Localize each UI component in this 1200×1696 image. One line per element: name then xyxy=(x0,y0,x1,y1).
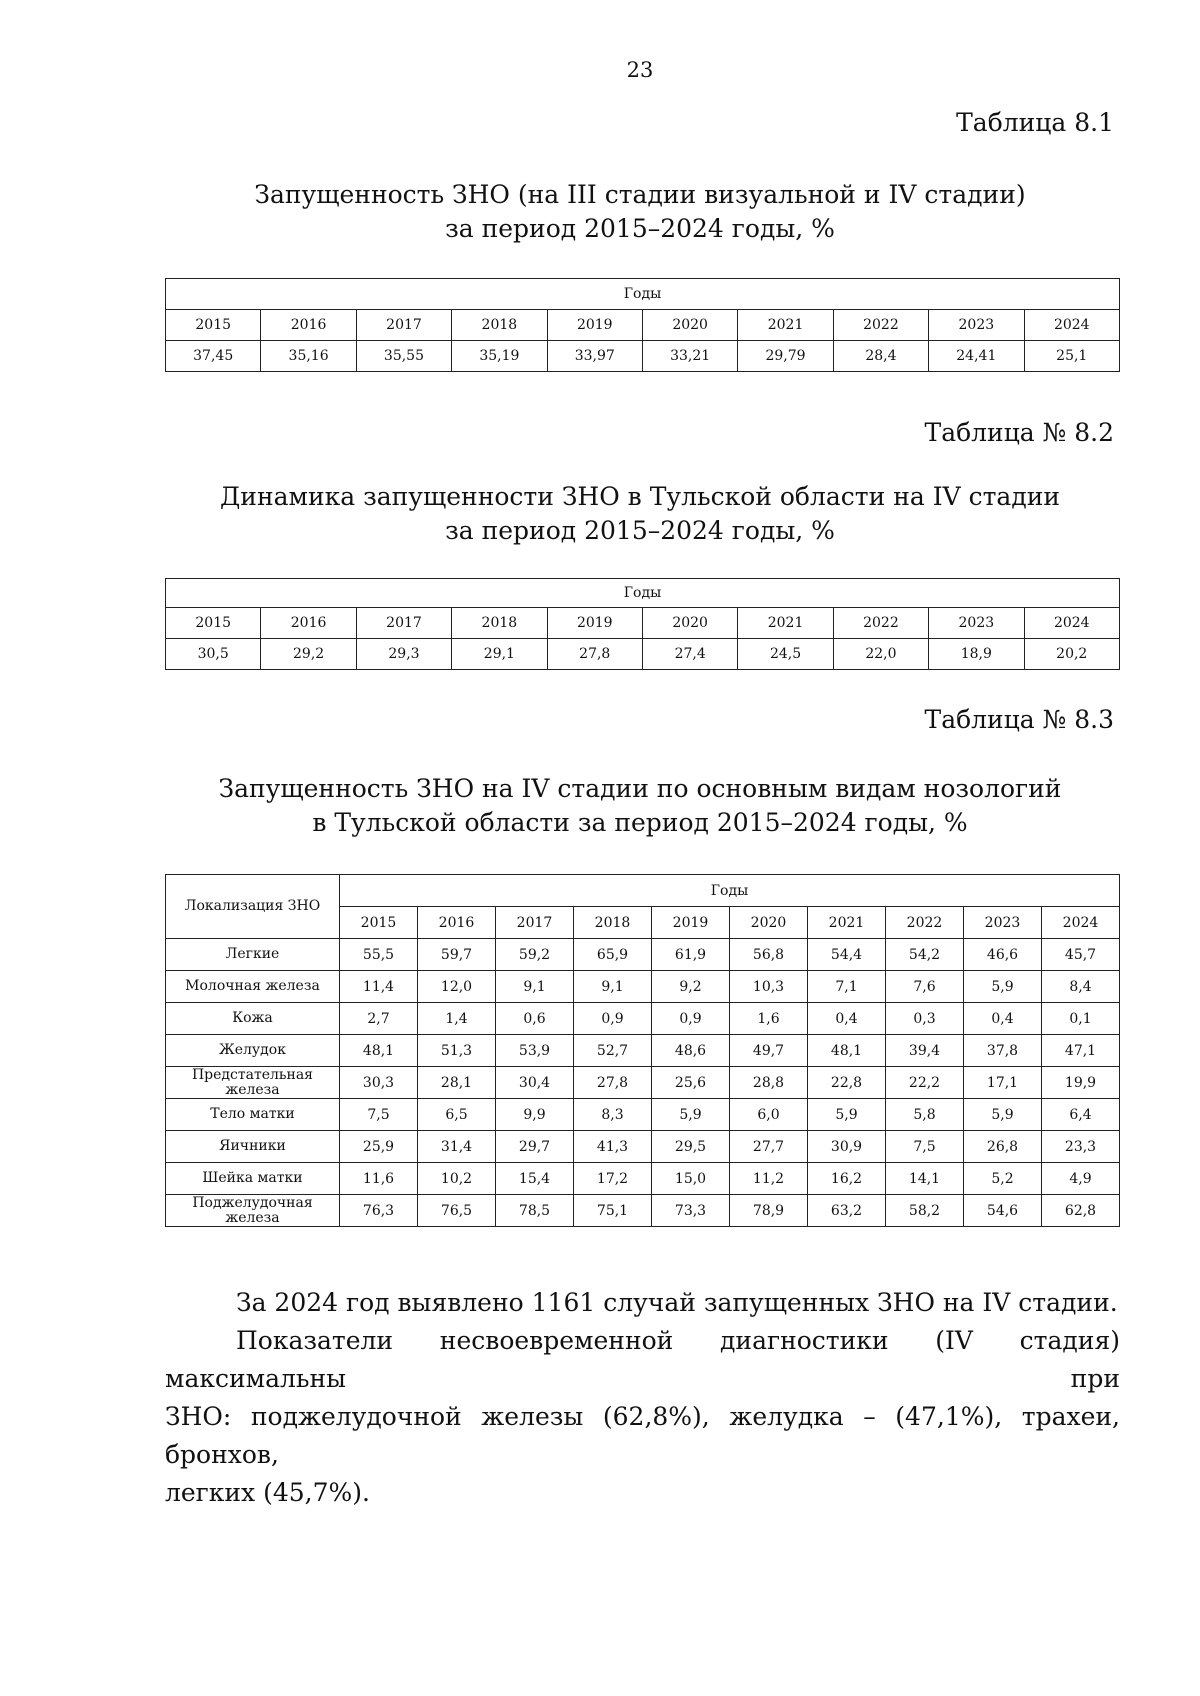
table3-value-cell: 25,9 xyxy=(340,1131,418,1163)
table3-value-cell: 5,9 xyxy=(964,971,1042,1003)
table3-value-cell: 17,2 xyxy=(574,1163,652,1195)
table3-value-cell: 37,8 xyxy=(964,1035,1042,1067)
table-row xyxy=(166,1195,1120,1227)
table2-value-cell: 29,3 xyxy=(356,639,451,670)
table-row xyxy=(166,1099,1120,1131)
table1 xyxy=(165,278,1120,372)
table3-value-cell: 23,3 xyxy=(1042,1131,1120,1163)
table3-value-cell: 8,4 xyxy=(1042,971,1120,1003)
table3-value-cell: 75,1 xyxy=(574,1195,652,1227)
table3-value-cell: 15,0 xyxy=(652,1163,730,1195)
table3-value-cell: 41,3 xyxy=(574,1131,652,1163)
table3-value-cell: 7,5 xyxy=(340,1099,418,1131)
table3-year-cell: 2022 xyxy=(886,907,964,939)
table2-year-cell: 2022 xyxy=(833,608,928,639)
paragraph-indicators-line1: Показатели несвоевременной диагностики (IV стадия) максимальны при xyxy=(165,1326,1120,1393)
table3-value-cell: 39,4 xyxy=(886,1035,964,1067)
table3-value-cell: 54,2 xyxy=(886,939,964,971)
table1-value-cell: 28,4 xyxy=(833,341,928,372)
table3-value-cell: 48,6 xyxy=(652,1035,730,1067)
table3-value-cell: 8,3 xyxy=(574,1099,652,1131)
table1-year-cell: 2020 xyxy=(642,310,737,341)
table3-value-cell: 9,1 xyxy=(496,971,574,1003)
table1-value-cell: 33,97 xyxy=(547,341,642,372)
table2-year-cell: 2015 xyxy=(166,608,261,639)
table3-year-cell: 2018 xyxy=(574,907,652,939)
table3-value-cell: 30,4 xyxy=(496,1067,574,1099)
table3-years-header: Годы xyxy=(340,875,1120,907)
table3-localization-cell: Кожа xyxy=(166,1003,340,1035)
table2-year-cell: 2023 xyxy=(929,608,1024,639)
table3-value-cell: 5,9 xyxy=(652,1099,730,1131)
table1-year-cell: 2017 xyxy=(356,310,451,341)
table-row xyxy=(166,1131,1120,1163)
table3-localization-cell: Желудок xyxy=(166,1035,340,1067)
table3-year-cell: 2019 xyxy=(652,907,730,939)
table2-value-cell: 29,1 xyxy=(452,639,547,670)
table3-value-cell: 0,9 xyxy=(652,1003,730,1035)
table3-label: Таблица № 8.3 xyxy=(924,705,1114,734)
table2-title: Динамика запущенности ЗНО в Тульской области на IV стадии за период 2015–2024 годы, % xyxy=(219,482,1061,545)
table3-value-cell: 49,7 xyxy=(730,1035,808,1067)
table3-value-cell: 26,8 xyxy=(964,1131,1042,1163)
paragraph-indicators-line2: ЗНО: поджелудочной железы (62,8%), желудка – (47,1%), трахеи, бронхов, xyxy=(165,1402,1120,1469)
table3-value-cell: 17,1 xyxy=(964,1067,1042,1099)
table1-value-cell: 29,79 xyxy=(738,341,833,372)
table3 xyxy=(165,874,1120,1227)
table3-value-cell: 6,4 xyxy=(1042,1099,1120,1131)
table1-value-cell: 37,45 xyxy=(166,341,261,372)
page-number: 23 xyxy=(626,58,654,82)
table3-value-cell: 46,6 xyxy=(964,939,1042,971)
table2-year-cell: 2021 xyxy=(738,608,833,639)
table3-body xyxy=(166,939,1120,1227)
table2-values-row xyxy=(166,639,1120,670)
table3-value-cell: 1,4 xyxy=(418,1003,496,1035)
table3-value-cell: 19,9 xyxy=(1042,1067,1120,1099)
table1-label: Таблица 8.1 xyxy=(956,108,1114,137)
table3-value-cell: 0,6 xyxy=(496,1003,574,1035)
table2-value-cell: 29,2 xyxy=(261,639,356,670)
table3-value-cell: 0,9 xyxy=(574,1003,652,1035)
table-row xyxy=(166,1067,1120,1099)
table1-years-header: Годы xyxy=(166,279,1120,310)
table3-value-cell: 12,0 xyxy=(418,971,496,1003)
table3-value-cell: 9,1 xyxy=(574,971,652,1003)
table3-value-cell: 11,2 xyxy=(730,1163,808,1195)
table3-value-cell: 0,3 xyxy=(886,1003,964,1035)
table3-value-cell: 4,9 xyxy=(1042,1163,1120,1195)
table2-value-cell: 20,2 xyxy=(1024,639,1119,670)
table3-value-cell: 14,1 xyxy=(886,1163,964,1195)
table3-value-cell: 16,2 xyxy=(808,1163,886,1195)
table1-year-cell: 2022 xyxy=(833,310,928,341)
table1-title: Запущенность ЗНО (на III стадии визуальной и IV стадии) за период 2015–2024 годы, % xyxy=(254,180,1026,243)
table3-year-cell: 2017 xyxy=(496,907,574,939)
table3-value-cell: 7,6 xyxy=(886,971,964,1003)
table1-year-cell: 2018 xyxy=(452,310,547,341)
table3-value-cell: 55,5 xyxy=(340,939,418,971)
table3-value-cell: 29,5 xyxy=(652,1131,730,1163)
table2-year-cell: 2017 xyxy=(356,608,451,639)
table1-year-cell: 2023 xyxy=(929,310,1024,341)
table1-year-cell: 2019 xyxy=(547,310,642,341)
table3-value-cell: 9,9 xyxy=(496,1099,574,1131)
table3-value-cell: 25,6 xyxy=(652,1067,730,1099)
table-row xyxy=(166,939,1120,971)
table3-value-cell: 2,7 xyxy=(340,1003,418,1035)
table3-value-cell: 30,9 xyxy=(808,1131,886,1163)
table3-year-cell: 2016 xyxy=(418,907,496,939)
table3-value-cell: 78,9 xyxy=(730,1195,808,1227)
table3-localization-cell: Предстательная железа xyxy=(166,1067,340,1099)
table3-year-cell: 2015 xyxy=(340,907,418,939)
table2-year-cell: 2024 xyxy=(1024,608,1119,639)
table3-value-cell: 5,9 xyxy=(964,1099,1042,1131)
table2-year-cell: 2018 xyxy=(452,608,547,639)
table3-value-cell: 7,1 xyxy=(808,971,886,1003)
table3-title: Запущенность ЗНО на IV стадии по основным видам нозологий в Тульской области за период 2015–2024 годы, % xyxy=(218,774,1062,837)
table3-year-cell: 2024 xyxy=(1042,907,1120,939)
table2-year-cell: 2020 xyxy=(642,608,737,639)
table3-value-cell: 47,1 xyxy=(1042,1035,1120,1067)
table3-value-cell: 76,3 xyxy=(340,1195,418,1227)
table3-value-cell: 56,8 xyxy=(730,939,808,971)
table3-value-cell: 0,4 xyxy=(808,1003,886,1035)
table1-year-cell: 2021 xyxy=(738,310,833,341)
table3-value-cell: 10,2 xyxy=(418,1163,496,1195)
table3-value-cell: 6,0 xyxy=(730,1099,808,1131)
table3-localization-cell: Легкие xyxy=(166,939,340,971)
table2-label: Таблица № 8.2 xyxy=(924,418,1114,447)
table2-value-cell: 24,5 xyxy=(738,639,833,670)
table3-value-cell: 11,6 xyxy=(340,1163,418,1195)
paragraph-indicators xyxy=(165,1322,1120,1512)
table3-localization-cell: Шейка матки xyxy=(166,1163,340,1195)
table3-value-cell: 5,9 xyxy=(808,1099,886,1131)
table3-value-cell: 54,6 xyxy=(964,1195,1042,1227)
table3-value-cell: 30,3 xyxy=(340,1067,418,1099)
table3-value-cell: 65,9 xyxy=(574,939,652,971)
table3-value-cell: 45,7 xyxy=(1042,939,1120,971)
table3-value-cell: 31,4 xyxy=(418,1131,496,1163)
table1-value-cell: 35,55 xyxy=(356,341,451,372)
paragraph-cases: За 2024 год выявлено 1161 случай запущенных ЗНО на IV стадии. xyxy=(236,1288,1118,1317)
table3-localization-cell: Тело матки xyxy=(166,1099,340,1131)
table3-value-cell: 59,2 xyxy=(496,939,574,971)
table3-value-cell: 0,4 xyxy=(964,1003,1042,1035)
table-row xyxy=(166,1035,1120,1067)
table3-value-cell: 73,3 xyxy=(652,1195,730,1227)
table3-localization-cell: Поджелудочная железа xyxy=(166,1195,340,1227)
table1-values-row xyxy=(166,341,1120,372)
table3-value-cell: 27,8 xyxy=(574,1067,652,1099)
table3-value-cell: 5,8 xyxy=(886,1099,964,1131)
table2-value-cell: 30,5 xyxy=(166,639,261,670)
table3-value-cell: 1,6 xyxy=(730,1003,808,1035)
table3-localization-cell: Молочная железа xyxy=(166,971,340,1003)
table-row xyxy=(166,1163,1120,1195)
table2-value-cell: 22,0 xyxy=(833,639,928,670)
table1-year-cell: 2015 xyxy=(166,310,261,341)
table-row xyxy=(166,971,1120,1003)
table1-value-cell: 25,1 xyxy=(1024,341,1119,372)
table3-value-cell: 5,2 xyxy=(964,1163,1042,1195)
table3-value-cell: 28,8 xyxy=(730,1067,808,1099)
table1-value-cell: 35,19 xyxy=(452,341,547,372)
table3-value-cell: 51,3 xyxy=(418,1035,496,1067)
table2-value-cell: 27,4 xyxy=(642,639,737,670)
table2-value-cell: 27,8 xyxy=(547,639,642,670)
table3-value-cell: 48,1 xyxy=(340,1035,418,1067)
table3-value-cell: 29,7 xyxy=(496,1131,574,1163)
table3-value-cell: 0,1 xyxy=(1042,1003,1120,1035)
table3-value-cell: 22,8 xyxy=(808,1067,886,1099)
table3-year-cell: 2021 xyxy=(808,907,886,939)
table2-year-cell: 2016 xyxy=(261,608,356,639)
table3-value-cell: 62,8 xyxy=(1042,1195,1120,1227)
table2-years-header: Годы xyxy=(166,579,1120,608)
table3-value-cell: 54,4 xyxy=(808,939,886,971)
table3-year-cell: 2023 xyxy=(964,907,1042,939)
table3-value-cell: 58,2 xyxy=(886,1195,964,1227)
table3-value-cell: 9,2 xyxy=(652,971,730,1003)
table1-value-cell: 35,16 xyxy=(261,341,356,372)
table-row xyxy=(166,1003,1120,1035)
table3-loc-header: Локализация ЗНО xyxy=(166,875,340,939)
table3-value-cell: 22,2 xyxy=(886,1067,964,1099)
table3-value-cell: 15,4 xyxy=(496,1163,574,1195)
table2-value-cell: 18,9 xyxy=(929,639,1024,670)
table3-value-cell: 27,7 xyxy=(730,1131,808,1163)
table3-value-cell: 76,5 xyxy=(418,1195,496,1227)
paragraph-indicators-line3: легких (45,7%). xyxy=(165,1478,370,1507)
table2-years-row xyxy=(166,608,1120,639)
table3-year-cell: 2020 xyxy=(730,907,808,939)
table3-value-cell: 11,4 xyxy=(340,971,418,1003)
table3-value-cell: 6,5 xyxy=(418,1099,496,1131)
table1-years-row xyxy=(166,310,1120,341)
table1-value-cell: 24,41 xyxy=(929,341,1024,372)
table3-value-cell: 78,5 xyxy=(496,1195,574,1227)
table3-localization-cell: Яичники xyxy=(166,1131,340,1163)
table3-value-cell: 7,5 xyxy=(886,1131,964,1163)
table1-value-cell: 33,21 xyxy=(642,341,737,372)
table3-value-cell: 48,1 xyxy=(808,1035,886,1067)
table1-year-cell: 2016 xyxy=(261,310,356,341)
table3-value-cell: 61,9 xyxy=(652,939,730,971)
table3-value-cell: 59,7 xyxy=(418,939,496,971)
table3-value-cell: 28,1 xyxy=(418,1067,496,1099)
table2 xyxy=(165,578,1120,670)
table3-value-cell: 63,2 xyxy=(808,1195,886,1227)
table1-year-cell: 2024 xyxy=(1024,310,1119,341)
table3-value-cell: 52,7 xyxy=(574,1035,652,1067)
table3-value-cell: 10,3 xyxy=(730,971,808,1003)
table2-year-cell: 2019 xyxy=(547,608,642,639)
table3-value-cell: 53,9 xyxy=(496,1035,574,1067)
